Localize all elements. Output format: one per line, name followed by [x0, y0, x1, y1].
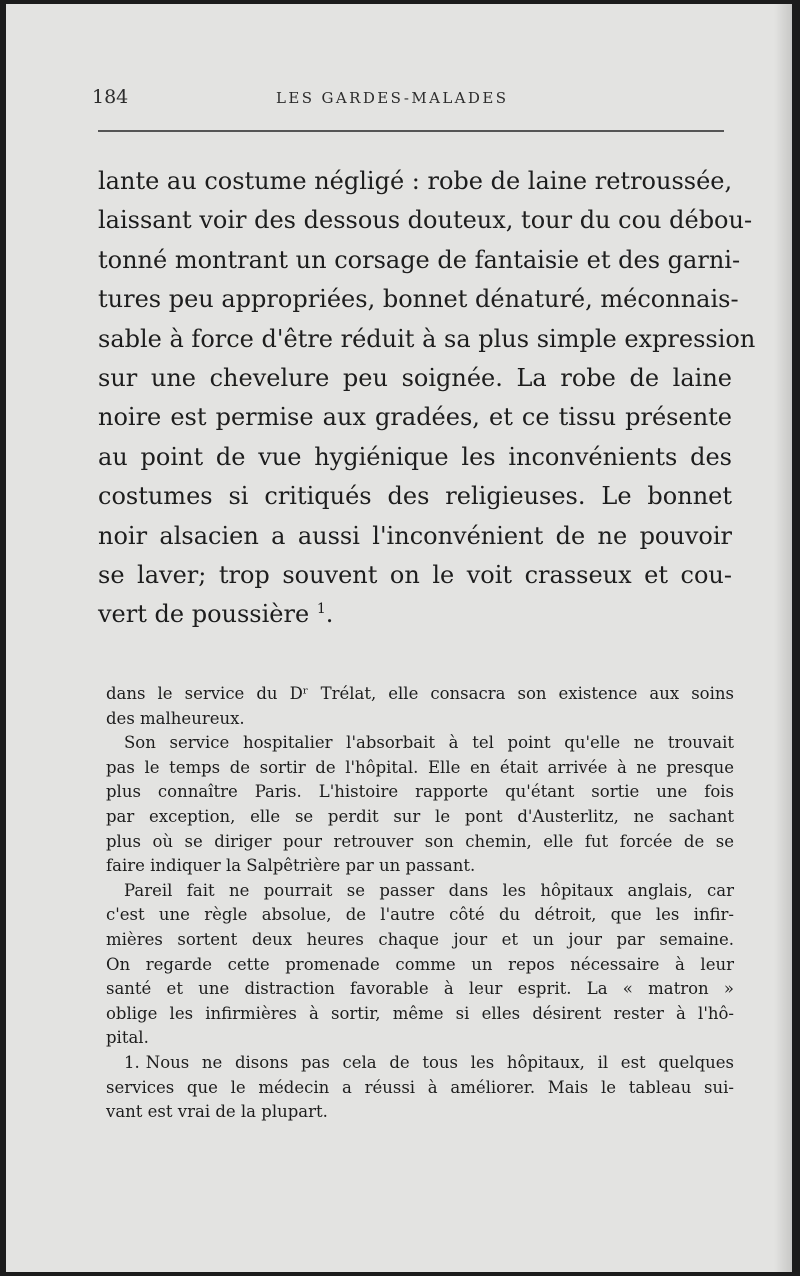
page-edge-shadow: [774, 4, 792, 1272]
text-line: laissant voir des dessous douteux, tour du cou débou-: [98, 206, 753, 235]
note-line: plus connaître Paris. L'histoire rapporte qu'étant sortie une fois: [106, 782, 734, 802]
text-line: sur une chevelure peu soignée. La robe de laine: [98, 364, 732, 393]
book-page: [6, 4, 792, 1272]
note-line: On regarde cette promenade comme un repos nécessaire à leur: [106, 954, 734, 974]
footnote-text: Nous ne disons pas cela de tous les hôpitaux, il est quelques: [145, 1052, 734, 1072]
footnote-number: 1.: [124, 1052, 140, 1072]
text-line: costumes si critiqués des religieuses. Le bonnet: [98, 482, 732, 511]
text-line: se laver; trop souvent on le voit crasseux et cou-: [98, 561, 732, 590]
text-line: au point de vue hygiénique les inconvénients des: [98, 442, 732, 471]
header-rule: [98, 130, 724, 132]
footnote-marker: 1: [316, 601, 326, 618]
running-title: LES GARDES-MALADES: [276, 89, 509, 107]
footnote-line: [106, 1051, 734, 1076]
text-line: noir alsacien a aussi l'inconvénient de ne pouvoir: [98, 521, 732, 550]
note-line: des malheureux.: [106, 708, 245, 728]
text-line: lante au costume négligé : robe de laine retroussée,: [98, 167, 733, 195]
note-line: pas le temps de sortir de l'hôpital. Elle en était arrivée à ne presque: [106, 757, 734, 777]
footnote-line: vant est vrai de la plupart.: [106, 1102, 328, 1122]
footnote-line: services que le médecin a réussi à améliorer. Mais le tableau sui-: [106, 1077, 734, 1097]
note-line: plus où se diriger pour retrouver son chemin, elle fut forcée de se: [106, 831, 734, 851]
text-line: tures peu appropriées, bonnet dénaturé, méconnais-: [98, 285, 739, 314]
main-paragraph: [98, 162, 756, 635]
notes-block: [106, 682, 734, 1125]
page-number: 184: [92, 86, 129, 108]
note-line: dans le service du Dʳ Trélat, elle consacra son existence aux soins: [106, 684, 734, 703]
end-punctuation: .: [325, 600, 334, 629]
text-line: tonné montrant un corsage de fantaisie et des garni-: [98, 245, 741, 274]
text-line-last: [98, 595, 732, 634]
note-line: Pareil fait ne pourrait se passer dans les hôpitaux anglais, car: [124, 880, 734, 900]
note-line: oblige les infirmières à sortir, même si elles désirent rester à l'hô-: [106, 1003, 734, 1023]
note-line: Son service hospitalier l'absorbait à tel point qu'elle ne trouvait: [124, 733, 734, 753]
note-line: santé et une distraction favorable à leur esprit. La « matron »: [106, 979, 734, 999]
note-line: faire indiquer la Salpêtrière par un passant.: [106, 856, 476, 876]
note-line: c'est une règle absolue, de l'autre côté du détroit, que les infir-: [106, 905, 734, 925]
running-head: [92, 86, 732, 116]
note-line: par exception, elle se perdit sur le pont d'Austerlitz, ne sachant: [106, 806, 734, 826]
note-line: pital.: [106, 1028, 149, 1048]
text-line: noire est permise aux gradées, et ce tissu présente: [98, 403, 732, 432]
text-line-content: vert de poussière: [98, 600, 310, 629]
note-line: mières sortent deux heures chaque jour et un jour par semaine.: [106, 929, 734, 949]
text-line: sable à force d'être réduit à sa plus simple expression: [98, 324, 756, 353]
